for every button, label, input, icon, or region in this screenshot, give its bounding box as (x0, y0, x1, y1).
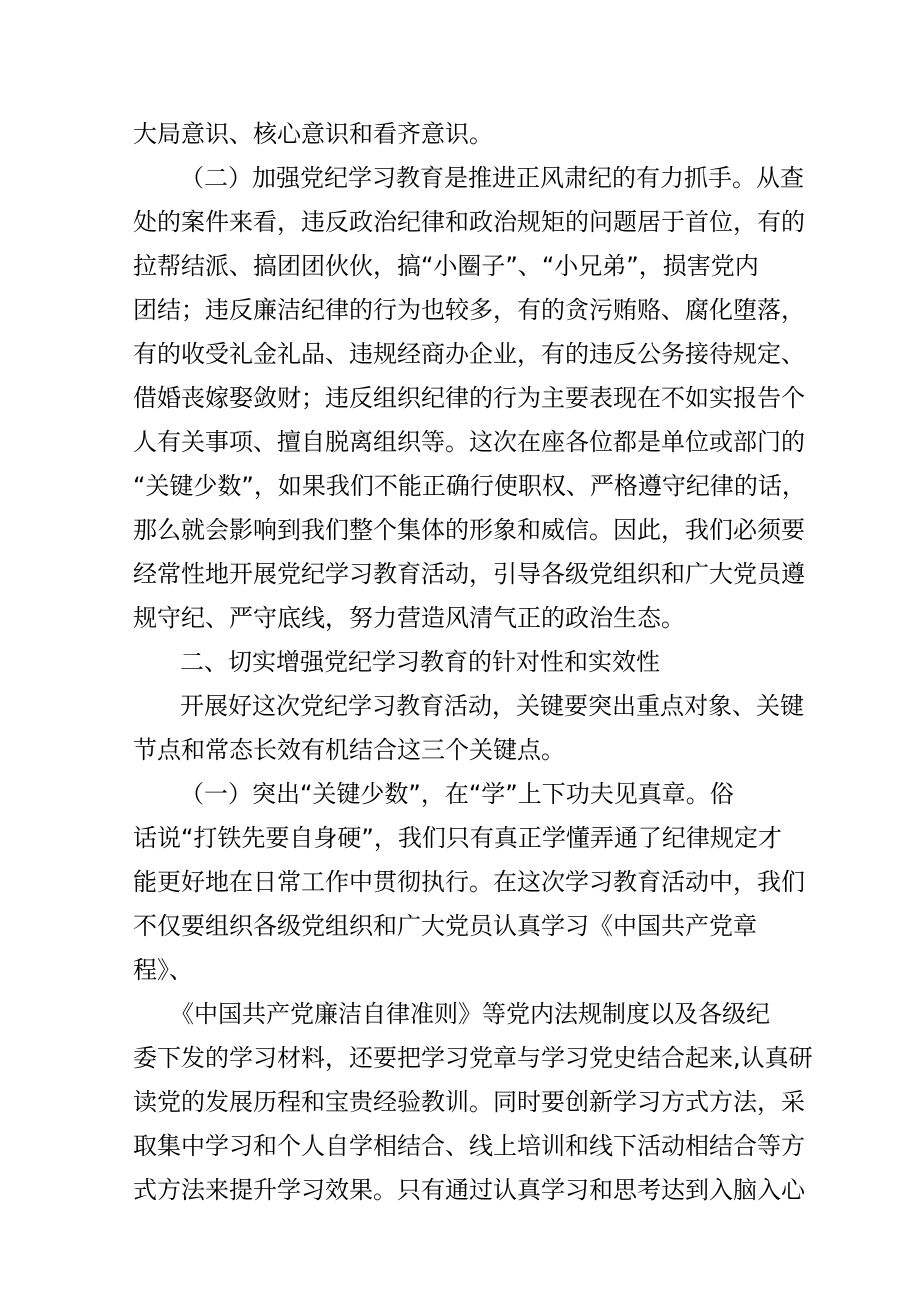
text-line: 借婚丧嫁娶敛财；违反组织纪律的行为主要表现在不如实报告个 (133, 384, 805, 412)
text-line: 有的收受礼金礼品、违规经商办企业，有的违反公务接待规定、 (133, 340, 805, 368)
text-line: 规守纪、严守底线，努力营造风清气正的政治生态。 (133, 604, 685, 632)
text-line: 处的案件来看，违反政治纪律和政治规矩的问题居于首位，有的 (133, 208, 805, 236)
text-line: 拉帮结派、搞团团伙伙，搞“小圈子”、“小兄弟”，损害党内 (133, 252, 759, 280)
text-line: 经常性地开展党纪学习教育活动，引导各级党组织和广大党员遵 (133, 560, 805, 588)
text-line: 能更好地在日常工作中贯彻执行。在这次学习教育活动中，我们 (133, 868, 805, 896)
text-line: 开展好这次党纪学习教育活动，关键要突出重点对象、关键 (180, 692, 804, 720)
text-line: 读党的发展历程和宝贵经验教训。同时要创新学习方式方法，采 (133, 1088, 805, 1116)
text-line: 节点和常态长效有机结合这三个关键点。 (133, 736, 565, 764)
text-line: 人有关事项、擅自脱离组织等。这次在座各位都是单位或部门的 (133, 428, 805, 456)
text-line: （一）突出“关键少数”，在“学”上下功夫见真章。俗 (180, 780, 734, 808)
text-line: 式方法来提升学习效果。只有通过认真学习和思考达到入脑入心 (133, 1176, 805, 1204)
text-line: 取集中学习和个人自学相结合、线上培训和线下活动相结合等方 (133, 1132, 805, 1160)
text-line: （二）加强党纪学习教育是推进正风肃纪的有力抓手。从查 (180, 164, 804, 192)
text-line: 委下发的学习材料，还要把学习党章与学习党史结合起来,认真研 (133, 1044, 813, 1072)
text-line: 那么就会影响到我们整个集体的形象和威信。因此，我们必须要 (133, 516, 805, 544)
section-heading: 二、切实增强党纪学习教育的针对性和实效性 (180, 648, 660, 676)
text-line: “关键少数”，如果我们不能正确行使职权、严格遵守纪律的话， (133, 472, 806, 500)
text-line: 团结；违反廉洁纪律的行为也较多，有的贪污贿赂、腐化堕落， (133, 296, 805, 324)
text-line: 程》、 (133, 956, 193, 984)
text-line: 话说“打铁先要自身硬”，我们只有真正学懂弄通了纪律规定才 (133, 824, 782, 852)
text-line: 大局意识、核心意识和看齐意识。 (133, 120, 493, 148)
text-line: 不仅要组织各级党组织和广大党员认真学习《中国共产党章 (133, 912, 757, 940)
text-line: 《中国共产党廉洁自律准则》等党内法规制度以及各级纪 (170, 1000, 770, 1028)
